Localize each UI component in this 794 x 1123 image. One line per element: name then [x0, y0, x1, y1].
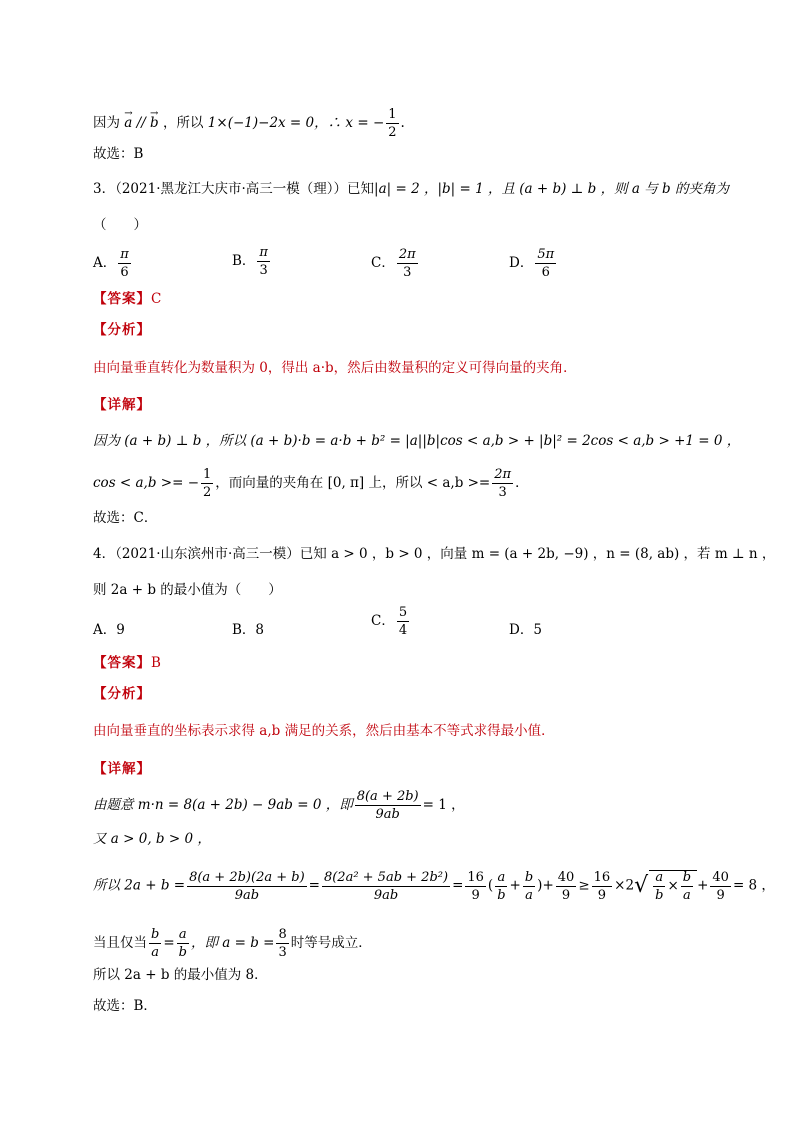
option-3B: B． $\frac{\pi}{3}$	[232, 245, 268, 278]
question-3-source: 3．（2021·黑龙江大庆市·高三一模（理））已知	[93, 181, 375, 197]
fraction-half: $\frac{1}{2}$	[388, 107, 397, 140]
detail-3-line1: 因为 (a + b) ⊥ b ，所以 (a + b)·b = a·b + b² = |a||b|cos < a,b > + |b|² = 2cos < a,b > +1 = 0 ，	[93, 433, 741, 449]
detail-4-line4: 当且仅当 $\frac{b}{a}$ = $\frac{a}{b}$ ，即 a = b = $\frac{8}{3}$ 时等号成立．	[93, 927, 372, 960]
question-4: 4．（2021·山东滨州市·高三一模）已知 a > 0 ，b > 0 ，向量 m = (a + 2b, −9) ，n = (8, ab) ，若 m ⊥ n ，	[93, 546, 776, 562]
option-4C: C． $\frac{5}{4}$	[371, 605, 408, 638]
answer-3: 【答案】C	[93, 291, 162, 307]
parallel-expression: → a // → b	[124, 115, 158, 131]
text-yinwei: 因为	[93, 115, 120, 131]
answer-4: 【答案】B	[93, 655, 161, 671]
option-3D: D． $\frac{5\pi}{6}$	[509, 247, 555, 280]
answer-choice-4: 故选：B．	[93, 998, 157, 1014]
option-3A: A． $\frac{\pi}{6}$	[93, 247, 129, 280]
analysis-4: 由向量垂直的坐标表示求得 a,b 满足的关系，然后由基本不等式求得最小值．	[93, 723, 555, 739]
detail-label-4: 【详解】	[93, 761, 151, 777]
analysis-label-4: 【分析】	[93, 686, 151, 702]
option-4B: B．8	[232, 622, 265, 638]
equation-1: 1×(−1)−2x = 0	[207, 115, 315, 131]
detail-4-line3: 所以 2a + b = $\frac{8(a + 2b)(2a + b)}{9ab}$ = $\frac{\text{8(2a² + 5ab + 2b²)}}{9ab}$ = $\frac{16}{9}$ ( $\frac{a}{b}$ + $\frac{b}{a}$ )+ $\frac{40}{9}$ ≥ $\frac{16}{9}$ ×2√ $\frac{a}{b}$ × $\frac{b}{a}$ + $\frac{40}{9}$ = 8 ，	[93, 869, 775, 903]
question-3	[93, 180, 729, 198]
question-3-condition: |a| = 2 ，|b| = 1 ，且 (a + b) ⊥ b ，则 a 与 b 的夹角为	[374, 181, 729, 197]
question-4-line2: 则 2a + b 的最小值为（ ）	[93, 582, 282, 598]
equation-x: ，∴ x = −	[314, 115, 385, 131]
detail-4-line1: 由题意 m·n = 8(a + 2b) − 9ab = 0 ，即 $\frac{8(a + 2b)}{9ab}$ = 1 ，	[93, 789, 465, 822]
analysis-3: 由向量垂直转化为数量积为 0，得出 a·b，然后由数量积的定义可得向量的夹角．	[93, 360, 577, 376]
detail-4-line2: 又 a > 0, b > 0 ，	[93, 831, 211, 847]
answer-choice-q2: 故选：B	[93, 146, 144, 162]
option-3C: C． $\frac{2\pi}{3}$	[371, 247, 416, 280]
analysis-label-3: 【分析】	[93, 322, 151, 338]
question-3-paren: （ ）	[93, 217, 147, 233]
text-suoyi: ，所以	[163, 115, 204, 131]
solution-line-q2: 因为 → a // → b ，所以 1×(−1)−2x = 0，∴ x = − $\frac{1}{2}$ .	[93, 108, 405, 139]
detail-3-line2: cos < a,b >= − $\frac{1}{2}$ ，而向量的夹角在 [0, π] 上，所以 < a,b >= $\frac{2\pi}{3}$ ．	[93, 467, 529, 500]
detail-4-line5: 所以 2a + b 的最小值为 8．	[93, 967, 268, 983]
option-4D: D．5	[509, 622, 542, 638]
option-4A: A．9	[93, 622, 125, 638]
answer-choice-3: 故选：C．	[93, 510, 158, 526]
detail-label-3: 【详解】	[93, 397, 151, 413]
